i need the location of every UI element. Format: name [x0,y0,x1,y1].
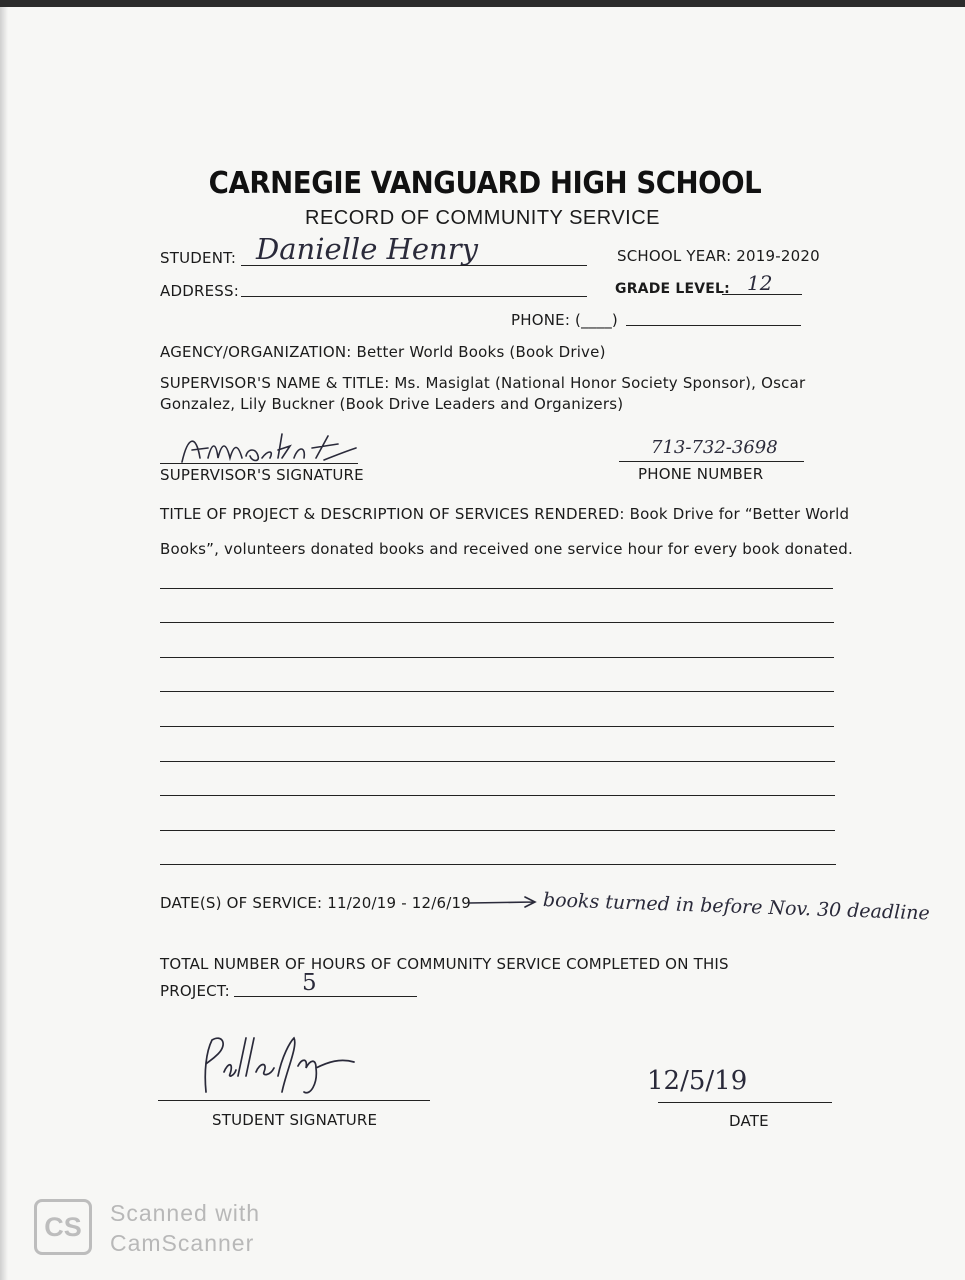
scan-left-shadow [0,7,8,1280]
grade-level-handwritten: 12 [747,271,773,295]
dates-of-service: DATE(S) OF SERVICE: 11/20/19 - 12/6/19 [160,894,472,912]
project-description-line1: TITLE OF PROJECT & DESCRIPTION OF SERVICES RENDERED: Book Drive for “Better World [160,505,850,523]
watermark-line1: Scanned with [110,1200,261,1226]
address-label: ADDRESS: [160,282,239,300]
supervisor-signature-label: SUPERVISOR'S SIGNATURE [160,466,364,484]
grade-level-label: GRADE LEVEL: [615,281,730,297]
ruled-line [160,622,834,623]
phone-line [626,325,801,326]
arrow-icon [467,895,539,909]
camscanner-logo-icon: CS [34,1199,92,1255]
supervisor-signature-scribble [178,428,363,468]
ruled-line [160,864,836,865]
scan-top-edge [0,0,965,7]
student-signature-label: STUDENT SIGNATURE [212,1111,378,1129]
supervisor-phone-handwritten: 713-732-3698 [651,437,778,458]
dates-note-handwritten: books turned in before Nov. 30 deadline [542,889,931,925]
ruled-line [160,588,833,589]
agency-organization: AGENCY/ORGANIZATION: Better World Books (Book Drive) [160,343,606,361]
student-signature-line [158,1100,430,1101]
project-hours-line [234,996,417,997]
student-label: STUDENT: [160,249,237,267]
supervisor-signature-line [160,463,358,464]
date-label: DATE [729,1112,769,1130]
supervisor-name-line1: SUPERVISOR'S NAME & TITLE: Ms. Masiglat (National Honor Society Sponsor), Oscar [160,374,806,392]
school-name: CARNEGIE VANGUARD HIGH SCHOOL [208,166,762,201]
ruled-line [160,726,834,727]
ruled-line [160,657,834,658]
address-line [241,296,587,297]
school-year: SCHOOL YEAR: 2019-2020 [617,247,820,265]
form-title: RECORD OF COMMUNITY SERVICE [305,207,661,229]
watermark-line2: CamScanner [110,1230,255,1256]
project-description-line2: Books”, volunteers donated books and received one service hour for every book donated. [160,540,853,558]
date-handwritten: 12/5/19 [647,1066,748,1096]
date-line [658,1102,832,1103]
grade-level-line [722,294,802,295]
student-name-line [241,265,587,266]
supervisor-name-line2: Gonzalez, Lily Buckner (Book Drive Leaders and Organizers) [160,395,624,413]
supervisor-phone-line [619,461,804,462]
ruled-line [160,761,835,762]
phone-number-label: PHONE NUMBER [638,465,764,483]
project-hours-label: PROJECT: [160,982,230,1000]
ruled-line [160,830,835,831]
ruled-line [160,795,835,796]
ruled-line [160,691,834,692]
total-hours-line1: TOTAL NUMBER OF HOURS OF COMMUNITY SERVICE COMPLETED ON THIS [160,955,729,973]
project-hours-handwritten: 5 [302,970,317,996]
phone-label: PHONE: (____) [511,311,618,329]
student-signature-scribble [198,1032,363,1100]
student-name-handwritten: Danielle Henry [256,232,478,266]
